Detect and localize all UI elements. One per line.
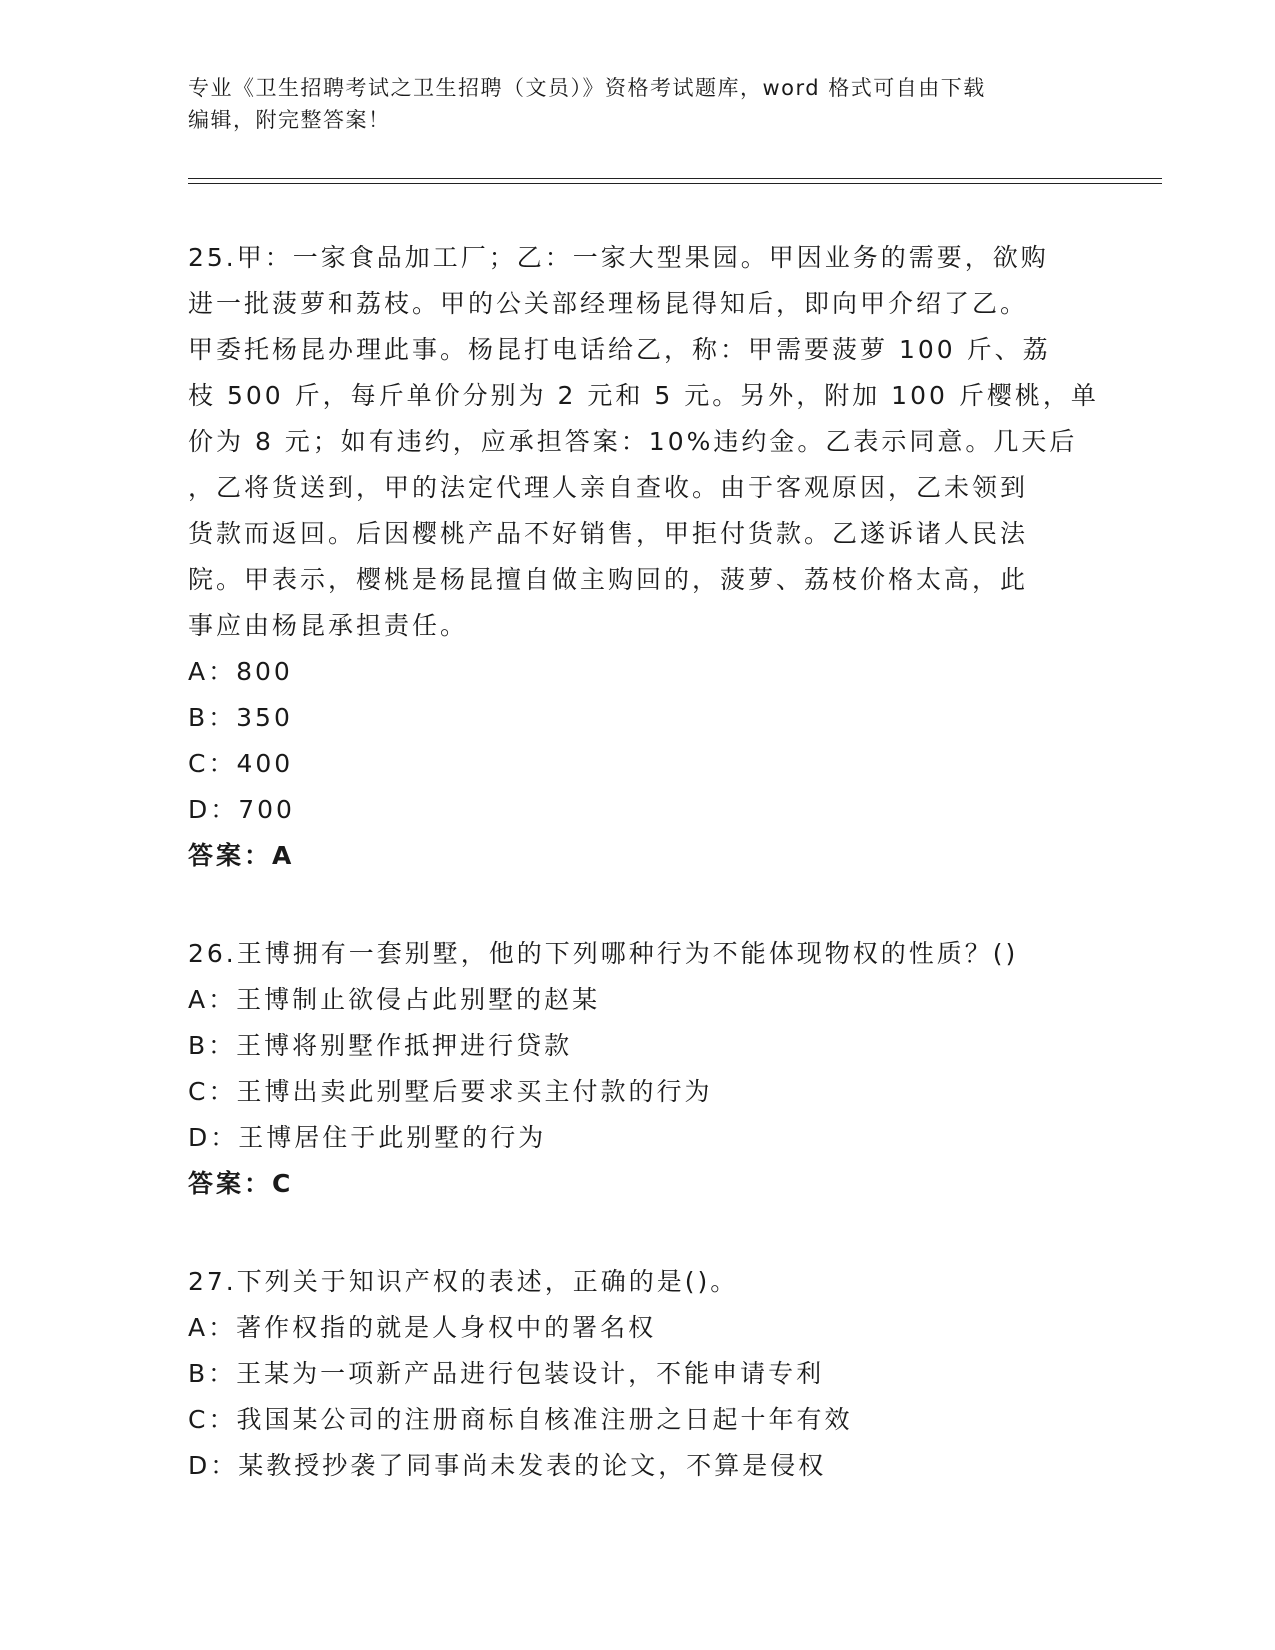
header-line-2: 编辑，附完整答案！ xyxy=(188,108,391,132)
question-stem-line: 甲委托杨昆办理此事。杨昆打电话给乙，称：甲需要菠萝 100 斤、荔 xyxy=(188,335,1051,364)
question-27 xyxy=(188,1259,1088,1489)
question-stem-line: 27.下列关于知识产权的表述，正确的是()。 xyxy=(188,1267,739,1296)
header-rule-bottom xyxy=(188,183,1162,184)
option-b: B：350 xyxy=(188,703,293,732)
question-stem-line: 枝 500 斤，每斤单价分别为 2 元和 5 元。另外，附加 100 斤樱桃，单 xyxy=(188,381,1099,410)
option-a: A：800 xyxy=(188,657,293,686)
question-stem-line: ，乙将货送到，甲的法定代理人亲自查收。由于客观原因，乙未领到 xyxy=(188,473,1029,502)
answer-label: 答案：C xyxy=(188,1169,294,1198)
question-stem-line: 26.王博拥有一套别墅，他的下列哪种行为不能体现物权的性质？() xyxy=(188,939,1019,968)
option-d: D：700 xyxy=(188,795,295,824)
option-c: C：400 xyxy=(188,749,294,778)
question-spacer xyxy=(188,1207,1088,1259)
question-spacer xyxy=(188,879,1088,931)
option-a: A：王博制止欲侵占此别墅的赵某 xyxy=(188,985,601,1014)
question-25 xyxy=(188,235,1099,879)
question-stem-line: 进一批菠萝和荔枝。甲的公关部经理杨昆得知后，即向甲介绍了乙。 xyxy=(188,289,1029,318)
option-a: A：著作权指的就是人身权中的署名权 xyxy=(188,1313,657,1342)
question-stem-line: 院。甲表示，樱桃是杨昆擅自做主购回的，菠萝、荔枝价格太高，此 xyxy=(188,565,1029,594)
question-26 xyxy=(188,931,1088,1207)
answer-label: 答案：A xyxy=(188,841,295,870)
option-b: B：王某为一项新产品进行包装设计，不能申请专利 xyxy=(188,1359,825,1388)
option-d: D：王博居住于此别墅的行为 xyxy=(188,1123,547,1152)
header-rule-top xyxy=(188,178,1162,179)
question-stem-line: 价为 8 元；如有违约，应承担答案：10%违约金。乙表示同意。几天后 xyxy=(188,427,1078,456)
option-c: C：我国某公司的注册商标自核准注册之日起十年有效 xyxy=(188,1405,853,1434)
option-b: B：王博将别墅作抵押进行贷款 xyxy=(188,1031,573,1060)
question-stem-line: 事应由杨昆承担责任。 xyxy=(188,611,469,640)
option-d: D：某教授抄袭了同事尚未发表的论文，不算是侵权 xyxy=(188,1451,827,1480)
questions-body xyxy=(188,235,1099,1489)
header-line-1: 专业《卫生招聘考试之卫生招聘（文员）》资格考试题库，word 格式可自由下载 xyxy=(188,76,986,100)
question-stem-line: 货款而返回。后因樱桃产品不好销售，甲拒付货款。乙遂诉诸人民法 xyxy=(188,519,1029,548)
document-header xyxy=(188,72,1088,136)
question-stem-line: 25.甲：一家食品加工厂；乙：一家大型果园。甲因业务的需要，欲购 xyxy=(188,243,1049,272)
option-c: C：王博出卖此别墅后要求买主付款的行为 xyxy=(188,1077,713,1106)
